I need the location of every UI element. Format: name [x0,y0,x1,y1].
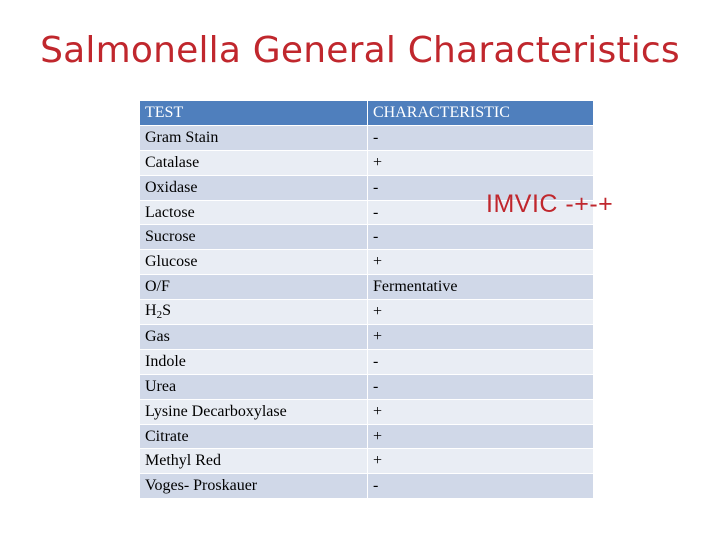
test-cell: O/F [140,275,368,300]
result-cell: + [368,399,594,424]
table-row [140,399,594,424]
result-cell: - [368,474,594,499]
result-cell: - [368,175,594,200]
table-header-row [140,101,594,126]
result-cell: - [368,225,594,250]
result-cell: - [368,125,594,150]
test-cell: Lysine Decarboxylase [140,399,368,424]
table-row [140,349,594,374]
table-row [140,300,594,325]
result-cell: + [368,325,594,350]
result-cell: - [368,374,594,399]
test-cell: Sucrose [140,225,368,250]
table-row [140,225,594,250]
test-cell [140,300,368,325]
test-h2s-subscript: 2 [156,309,163,322]
test-cell: Voges- Proskauer [140,474,368,499]
test-cell: Oxidase [140,175,368,200]
test-h2s-main: H [145,302,157,320]
table-row [140,125,594,150]
result-cell: + [368,424,594,449]
test-cell: Gas [140,325,368,350]
result-cell: - [368,349,594,374]
test-cell: Gram Stain [140,125,368,150]
test-h2s-tail: S [162,302,171,320]
test-cell: Citrate [140,424,368,449]
table-row [140,325,594,350]
result-cell: + [368,150,594,175]
table-row [140,424,594,449]
test-cell: Indole [140,349,368,374]
header-characteristic: CHARACTERISTIC [368,101,594,126]
slide-title: Salmonella General Characteristics [40,30,680,71]
result-cell: Fermentative [368,275,594,300]
result-cell: - [368,200,594,225]
table-row [140,449,594,474]
result-cell: + [368,300,594,325]
result-cell: + [368,449,594,474]
result-cell: + [368,250,594,275]
table-row [140,275,594,300]
table-row [140,250,594,275]
test-cell: Lactose [140,200,368,225]
test-cell: Urea [140,374,368,399]
test-cell: Glucose [140,250,368,275]
table-row [140,374,594,399]
test-cell: Catalase [140,150,368,175]
characteristics-table [139,100,594,499]
test-cell: Methyl Red [140,449,368,474]
imvic-note: IMVIC -+-+ [486,190,614,218]
header-test: TEST [140,101,368,126]
table-row [140,150,594,175]
table-row [140,474,594,499]
